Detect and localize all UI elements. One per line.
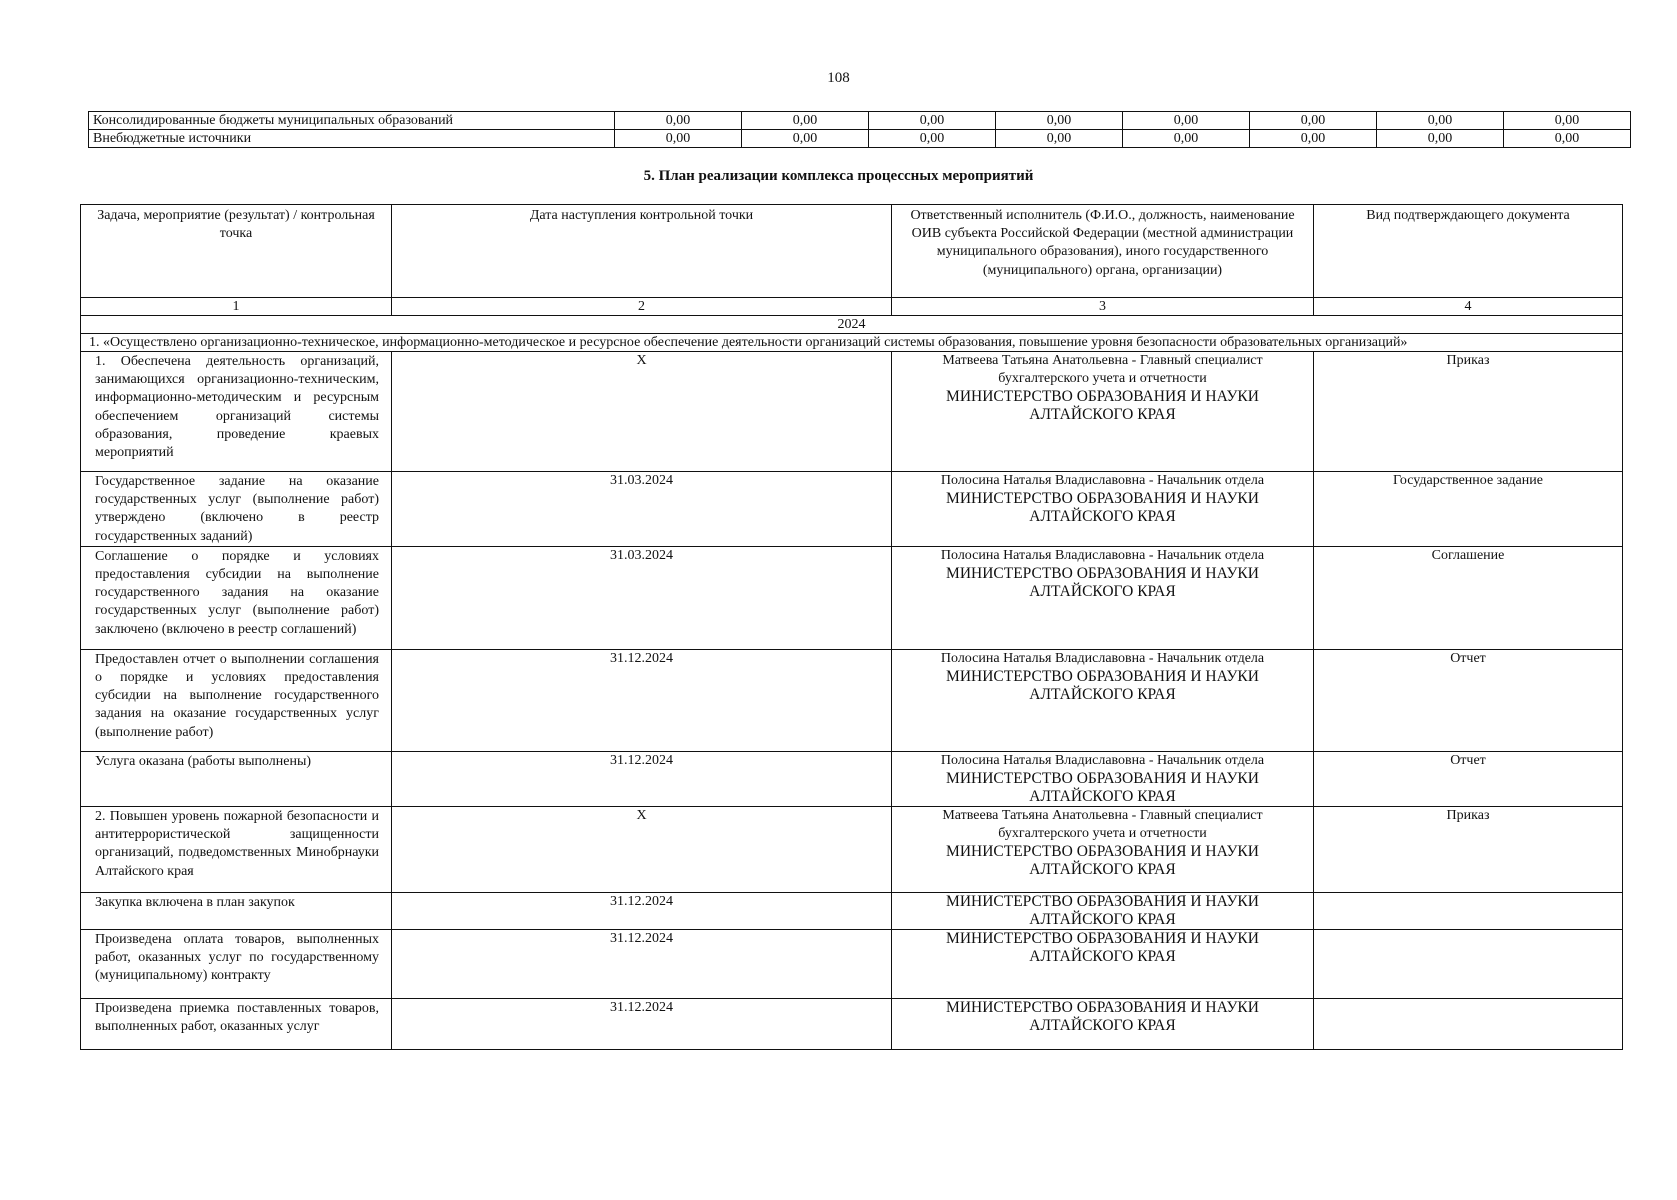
- plan-row: [81, 649, 1623, 751]
- plan-document: Отчет: [1314, 751, 1623, 806]
- plan-responsible: [892, 930, 1314, 999]
- plan-row: [81, 472, 1623, 547]
- responsible-organization: МИНИСТЕРСТВО ОБРАЗОВАНИЯ И НАУКИ АЛТАЙСКОГО КРАЯ: [946, 668, 1259, 704]
- plan-row: [81, 999, 1623, 1050]
- plan-date: 31.12.2024: [392, 893, 892, 930]
- column-header-task: Задача, мероприятие (результат) / контрольная точка: [81, 205, 392, 298]
- plan-responsible: [892, 546, 1314, 649]
- column-header-responsible: Ответственный исполнитель (Ф.И.О., должность, наименование ОИВ субъекта Российской Федерации (местной администрации муниципального образования), иного государственного (муниципального) органа, организации): [892, 205, 1314, 298]
- plan-item: Закупка включена в план закупок: [81, 893, 392, 930]
- plan-header-row: [81, 205, 1623, 298]
- plan-item: Предоставлен отчет о выполнении соглашения о порядке и условиях предоставления субсидии на выполнение государственного задания на оказание государственных услуг (выполнение работ): [81, 649, 392, 751]
- column-number: 3: [892, 298, 1314, 316]
- column-number: 1: [81, 298, 392, 316]
- plan-row: [81, 546, 1623, 649]
- column-number: 2: [392, 298, 892, 316]
- responsible-person: Полосина Наталья Владиславовна - Начальник отдела: [940, 650, 1265, 666]
- task-cell: 1. «Осуществлено организационно-техническое, информационно-методическое и ресурсное обеспечение деятельности организаций системы образования, повышение уровня безопасности образовательных организаций»: [81, 334, 1623, 352]
- column-number: 4: [1314, 298, 1623, 316]
- responsible-person: Полосина Наталья Владиславовна - Начальник отдела: [940, 547, 1265, 563]
- budget-row: [89, 130, 1631, 148]
- plan-row: [81, 893, 1623, 930]
- plan-document: Приказ: [1314, 807, 1623, 893]
- column-header-document: Вид подтверждающего документа: [1314, 205, 1623, 298]
- budget-value: 0,00: [615, 112, 742, 130]
- plan-date: 31.03.2024: [392, 546, 892, 649]
- plan-item: Услуга оказана (работы выполнены): [81, 751, 392, 806]
- budget-value: 0,00: [1377, 130, 1504, 148]
- plan-item: 1. Обеспечена деятельность организаций, занимающихся организационно-техническим, информационно-методическим и ресурсным обеспечением организаций системы образования, проведение краевых мероприятий: [81, 352, 392, 472]
- year-row: [81, 316, 1623, 334]
- plan-row: [81, 807, 1623, 893]
- responsible-organization: МИНИСТЕРСТВО ОБРАЗОВАНИЯ И НАУКИ АЛТАЙСКОГО КРАЯ: [946, 843, 1259, 879]
- budget-value: 0,00: [996, 130, 1123, 148]
- page-number: 108: [827, 70, 850, 86]
- budget-value: 0,00: [1123, 112, 1250, 130]
- responsible-organization: МИНИСТЕРСТВО ОБРАЗОВАНИЯ И НАУКИ АЛТАЙСКОГО КРАЯ: [946, 770, 1259, 806]
- plan-date: 31.12.2024: [392, 999, 892, 1050]
- budget-row-label: Внебюджетные источники: [89, 130, 615, 148]
- responsible-person: Полосина Наталья Владиславовна - Начальник отдела: [940, 473, 1265, 488]
- plan-item: Соглашение о порядке и условиях предоставления субсидии на выполнение государственного задания на оказание государственных услуг (выполнение работ) заключено (включено в реестр соглашений): [81, 546, 392, 649]
- budget-value: 0,00: [615, 130, 742, 148]
- responsible-organization: МИНИСТЕРСТВО ОБРАЗОВАНИЯ И НАУКИ АЛТАЙСКОГО КРАЯ: [946, 893, 1259, 929]
- plan-document: Отчет: [1314, 649, 1623, 751]
- plan-document: [1314, 893, 1623, 930]
- plan-item: 2. Повышен уровень пожарной безопасности и антитеррористической защищенности организаций, подведомственных Минобрнауки Алтайского края: [81, 807, 392, 893]
- budget-table: [88, 111, 1631, 148]
- plan-row: [81, 930, 1623, 999]
- budget-value: 0,00: [1250, 112, 1377, 130]
- plan-responsible: [892, 893, 1314, 930]
- plan-date: Х: [392, 352, 892, 472]
- budget-value: 0,00: [869, 112, 996, 130]
- budget-value: 0,00: [996, 112, 1123, 130]
- plan-responsible: [892, 352, 1314, 472]
- plan-document: Соглашение: [1314, 546, 1623, 649]
- plan-item: Произведена оплата товаров, выполненных работ, оказанных услуг по государственному (муниципальному) контракту: [81, 930, 392, 999]
- budget-value: 0,00: [1504, 130, 1631, 148]
- plan-responsible: [892, 751, 1314, 806]
- budget-row-label: Консолидированные бюджеты муниципальных образований: [89, 112, 615, 130]
- plan-date: 31.03.2024: [392, 472, 892, 547]
- responsible-organization: МИНИСТЕРСТВО ОБРАЗОВАНИЯ И НАУКИ АЛТАЙСКОГО КРАЯ: [946, 999, 1259, 1035]
- responsible-person: Полосина Наталья Владиславовна - Начальник отдела: [940, 752, 1265, 768]
- plan-responsible: [892, 649, 1314, 751]
- responsible-organization: МИНИСТЕРСТВО ОБРАЗОВАНИЯ И НАУКИ АЛТАЙСКОГО КРАЯ: [946, 565, 1259, 601]
- responsible-person: Матвеева Татьяна Анатольевна - Главный специалист бухгалтерского учета и отчетности: [942, 353, 1263, 387]
- responsible-organization: МИНИСТЕРСТВО ОБРАЗОВАНИЯ И НАУКИ АЛТАЙСКОГО КРАЯ: [946, 490, 1259, 526]
- plan-responsible: [892, 472, 1314, 547]
- budget-value: 0,00: [1123, 130, 1250, 148]
- responsible-person: Матвеева Татьяна Анатольевна - Главный специалист бухгалтерского учета и отчетности: [942, 808, 1263, 842]
- plan-responsible: [892, 999, 1314, 1050]
- plan-document: [1314, 930, 1623, 999]
- column-header-date: Дата наступления контрольной точки: [392, 205, 892, 298]
- budget-value: 0,00: [1250, 130, 1377, 148]
- budget-value: 0,00: [1504, 112, 1631, 130]
- plan-date: 31.12.2024: [392, 930, 892, 999]
- plan-item: Государственное задание на оказание государственных услуг (выполнение работ) утверждено (включено в реестр государственных заданий): [81, 472, 392, 547]
- plan-date: 31.12.2024: [392, 751, 892, 806]
- plan-row: [81, 751, 1623, 806]
- plan-document: [1314, 999, 1623, 1050]
- plan-item: Произведена приемка поставленных товаров, выполненных работ, оказанных услуг: [81, 999, 392, 1050]
- budget-value: 0,00: [742, 112, 869, 130]
- column-number-row: [81, 298, 1623, 316]
- budget-value: 0,00: [869, 130, 996, 148]
- year-cell: 2024: [81, 316, 1623, 334]
- plan-row: [81, 352, 1623, 472]
- section-title: 5. План реализации комплекса процессных мероприятий: [643, 168, 1034, 184]
- plan-document: Приказ: [1314, 352, 1623, 472]
- budget-row: [89, 112, 1631, 130]
- responsible-organization: МИНИСТЕРСТВО ОБРАЗОВАНИЯ И НАУКИ АЛТАЙСКОГО КРАЯ: [946, 388, 1259, 424]
- task-row: [81, 334, 1623, 352]
- plan-date: 31.12.2024: [392, 649, 892, 751]
- plan-responsible: [892, 807, 1314, 893]
- budget-value: 0,00: [742, 130, 869, 148]
- plan-document: Государственное задание: [1314, 472, 1623, 547]
- responsible-organization: МИНИСТЕРСТВО ОБРАЗОВАНИЯ И НАУКИ АЛТАЙСКОГО КРАЯ: [946, 930, 1259, 966]
- plan-date: Х: [392, 807, 892, 893]
- plan-table: [80, 204, 1623, 1050]
- budget-value: 0,00: [1377, 112, 1504, 130]
